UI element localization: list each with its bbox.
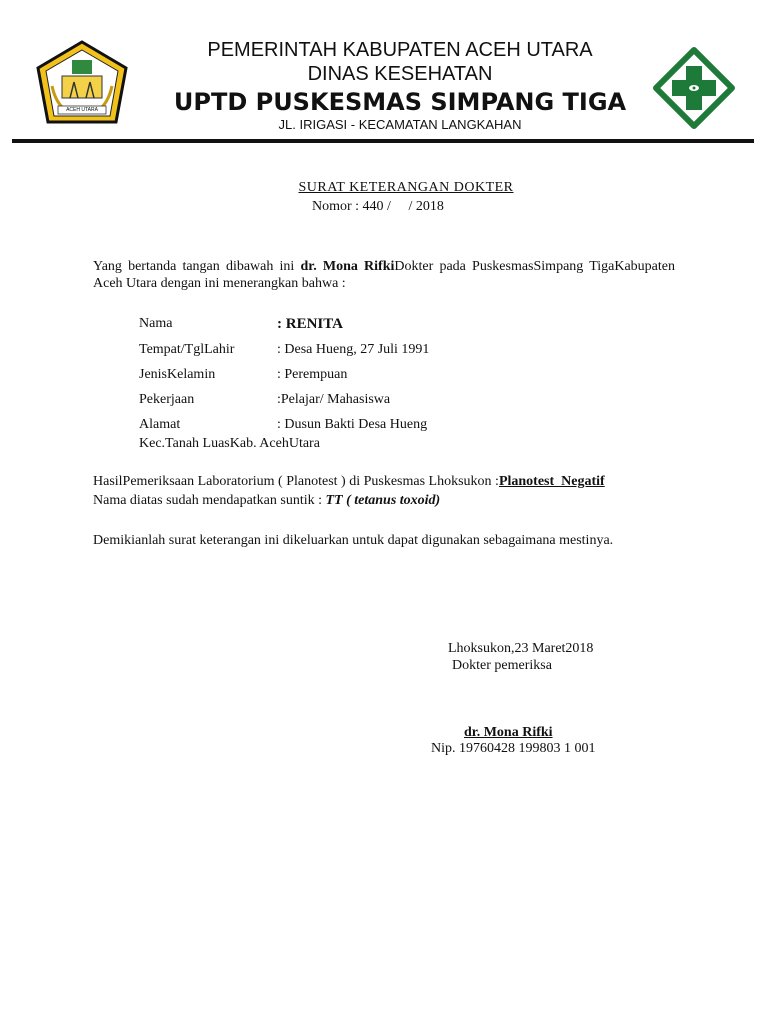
signer-name: dr. Mona Rifki (464, 725, 553, 740)
aceh-utara-emblem-icon (32, 38, 132, 130)
field-value: : Perempuan (277, 367, 348, 382)
lab-result-value: Planotest Negatif (498, 474, 605, 489)
field-value: : Desa Hueng, 27 Juli 1991 (277, 342, 430, 357)
closing-statement: Demikianlah surat keterangan ini dikeluarkan untuk dapat digunakan sebagaimana mestinya. (93, 533, 614, 548)
doctor-name-inline: dr. Mona Rifki (300, 259, 395, 274)
field-label: Nama (139, 316, 173, 331)
intro-paragraph (93, 258, 675, 292)
letter-number: Nomor : 440 / / 2018 (312, 199, 444, 214)
field-label: JenisKelamin (139, 367, 216, 382)
field-label: Tempat/TglLahir (139, 342, 235, 357)
intro-text-1: Yang bertanda tangan dibawah ini (93, 259, 301, 274)
address-continuation: Kec.Tanah LuasKab. AcehUtara (139, 436, 320, 451)
department-name: DINAS KESEHATAN (307, 63, 493, 85)
signer-role: Dokter pemeriksa (452, 658, 552, 673)
injection-value: TT ( tetanus toxoid) (325, 493, 441, 508)
signer-nip: Nip. 19760428 199803 1 001 (431, 741, 596, 756)
institution-address: JL. IRIGASI - KECAMATAN LANGKAHAN (278, 117, 522, 132)
injection-line (93, 493, 440, 509)
institution-name: UPTD PUSKESMAS SIMPANG TIGA (173, 88, 627, 116)
field-value: :Pelajar/ Mahasiswa (277, 392, 391, 407)
emblem-label: ACEH UTARA (66, 107, 98, 113)
lab-result-line (93, 474, 605, 490)
field-label: Alamat (139, 417, 181, 432)
header-divider (12, 139, 754, 143)
injection-text: Nama diatas sudah mendapatkan suntik : (93, 493, 326, 508)
field-value: : Dusun Bakti Desa Hueng (277, 417, 428, 432)
field-label: Pekerjaan (139, 392, 195, 407)
letter-title: SURAT KETERANGAN DOKTER (298, 180, 514, 195)
intro-text-2: Dokter pada PuskesmasSimpang TigaKabupaten Aceh Utara dengan ini menerangkan bahwa : (93, 259, 676, 291)
government-name: PEMERINTAH KABUPATEN ACEH UTARA (207, 39, 593, 61)
field-value: : RENITA (277, 316, 343, 332)
puskesmas-cross-icon (648, 44, 740, 132)
place-date: Lhoksukon,23 Maret2018 (448, 641, 594, 656)
lab-result-text: HasilPemeriksaan Laboratorium ( Planotest ) di Puskesmas Lhoksukon : (93, 474, 499, 489)
